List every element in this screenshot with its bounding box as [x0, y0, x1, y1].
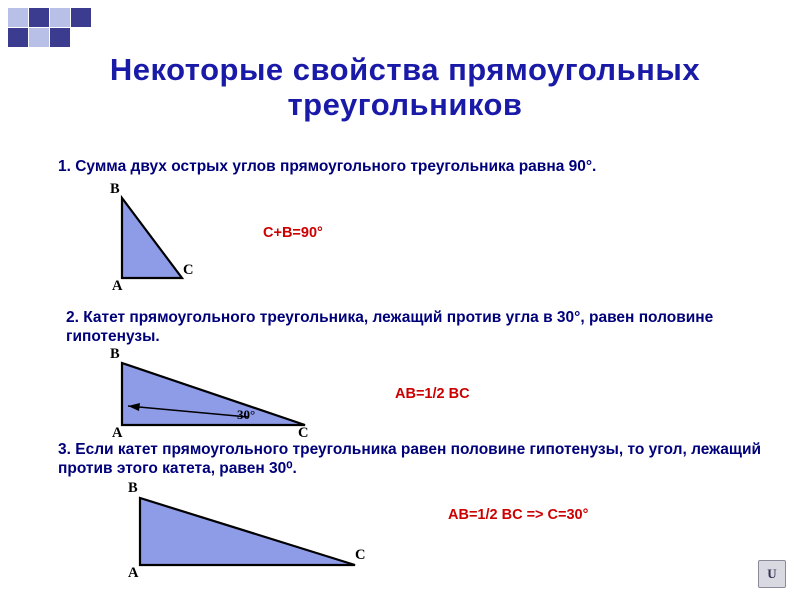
statement-3: 3. Если катет прямоугольного треугольника равен половине гипотенузы, то угол, лежащий против этого катета, равен 30⁰.: [58, 441, 762, 478]
formula-3: AB=1/2 BC => C=30°: [448, 507, 589, 523]
formula-2: AB=1/2 BC: [395, 386, 470, 402]
statement-1: 1. Сумма двух острых углов прямоугольного треугольника равна 90°.: [58, 158, 597, 175]
figure-3-label-c: C: [355, 547, 366, 563]
figure-1-label-c: C: [183, 262, 194, 278]
footer-badge[interactable]: U: [758, 560, 786, 588]
figure-3-label-b: B: [128, 480, 138, 496]
page-title: Некоторые свойства прямоугольных треугольников: [109, 52, 701, 123]
figure-triangle-2: [100, 346, 330, 450]
formula-1: C+B=90°: [263, 225, 323, 241]
figure-1-label-b: B: [110, 181, 120, 197]
figure-2-label-b: B: [110, 346, 120, 362]
figure-triangle-3: [110, 480, 390, 583]
figure-triangle-1: [100, 181, 220, 295]
figure-3-label-a: A: [128, 565, 139, 581]
statement-2: 2. Катет прямоугольного треугольника, лежащий против угла в 30°, равен половине гипотенузы.: [66, 309, 714, 346]
figure-2-label-c: C: [298, 425, 309, 441]
figure-2-angle-30: 30°: [237, 407, 256, 422]
figure-1-label-a: A: [112, 278, 123, 294]
decorative-checker-logo: [8, 8, 94, 46]
figure-2-label-a: A: [112, 425, 123, 441]
